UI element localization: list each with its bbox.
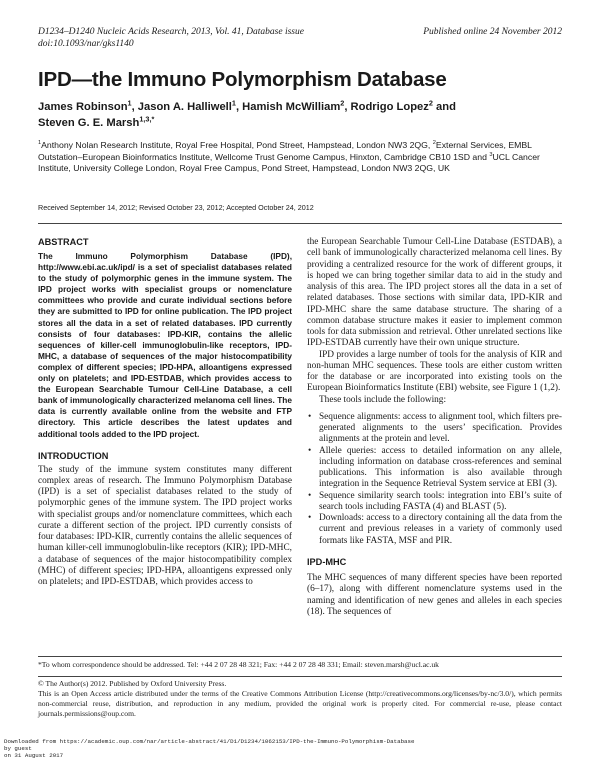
tools-list <box>307 412 562 547</box>
header-divider <box>38 223 562 224</box>
copyright-block <box>38 679 562 719</box>
footnote-divider <box>38 676 562 677</box>
affiliations <box>38 140 566 175</box>
affiliation-text: External Services, EMBL Outstation–European Bioinformatics Institute, Wellcome Trust Genome Campus, Hinxton, Cambridge CB10 1SD and <box>38 140 532 162</box>
received-dates: Received September 14, 2012; Revised October 23, 2012; Accepted October 24, 2012 <box>38 203 314 212</box>
author-name: , Jason A. Halliwell <box>131 101 232 113</box>
body-paragraph: These tools include the following: <box>319 394 447 405</box>
running-header <box>38 26 562 50</box>
list-item: • Downloads: access to a directory containing all the data from the current and previous releases in a variety of commonly used formats like FASTA, MSF and PIR. <box>307 513 562 547</box>
right-column <box>307 237 562 618</box>
footnote-divider <box>38 656 562 657</box>
body-paragraph: the European Searchable Tumour Cell-Line Database (ESTDAB), a cell bank of immunologically characterized melanoma cell lines. By providing a centralized resource for the work of different groups, it is hoped we can bring together similar data to aid in the study and analysis of this area. The IPD project stores all the data in a set of related databases. Those sections with similar data, IPD-KIR and IPD-MHC share the same database structure. The sharing of a common database structure makes it easier to implement common tools for data submission and retrieval. Other unrelated sections like IPD-ESTDAB currently have their own unique structure. <box>307 237 562 349</box>
abstract-heading: ABSTRACT <box>38 237 89 247</box>
ipd-mhc-heading: IPD-MHC <box>307 556 347 567</box>
author-sup: 2 <box>428 98 433 108</box>
author-name: Steven G. E. Marsh <box>38 117 140 129</box>
download-line: Downloaded from https://academic.oup.com/nar/article-abstract/41/D1/D1234/1062153/IPD-the-Immuno-Polymorphism-Database <box>4 738 415 745</box>
copyright-line: © The Author(s) 2012. Published by Oxford University Press. <box>38 679 227 688</box>
introduction-heading: INTRODUCTION <box>38 450 109 461</box>
abstract-text: The Immuno Polymorphism Database (IPD), http://www.ebi.ac.uk/ipd/ is a set of specialist databases related to the study of polymorphic genes in the immune system. The IPD project works with specialist groups or nomenclature committees who provide and curate individual sections before they are submitted to IPD for online publication. The IPD project stores all the data in a set of related databases. IPD currently consists of four databases: IPD-KIR, contains the allelic sequences of killer-cell immunoglobulin-like receptors, IPD-MHC, a database of sequences of the major histocompatibility complex of different species; IPD-HPA, alloantigens expressed only on platelets; and IPD-ESTDAB, which provides access to the European Searchable Tumour Cell-Line Database, a cell bank of immunologically characterized melanoma cell lines. The data is currently available online from the website and FTP directory. This article describes the latest updates and additional tools added to the IPD project. <box>38 251 292 439</box>
list-item: • Allele queries: access to detailed information on any allele, including information on database cross-references and seminal publications. This information is also available through integration in the Sequence Retrieval System service at EBI (3). <box>307 446 562 491</box>
author-sup: 2 <box>340 98 345 108</box>
affiliation-text: UCL Cancer Institute, University College London, Royal Free Campus, Pond Street, Hampstead, London NW3 2QG, UK <box>38 151 540 173</box>
correspondence-note: *To whom correspondence should be addressed. Tel: +44 2 07 28 48 321; Fax: +44 2 07 28 48 331; Email: steven.marsh@ucl.ac.uk <box>38 660 439 669</box>
list-item: • Sequence alignments: access to alignment tool, which filters pre-generated alignments to the users’ specification. Provides alignments at the protein and level. <box>307 412 562 446</box>
body-paragraph: The MHC sequences of many different species have been reported (6–17), along with different nomenclature systems used in the naming and identification of new genes and alleles in each species (18). The sequences of <box>307 573 562 617</box>
affil-sup: 1 <box>38 140 42 147</box>
affil-sup: 2 <box>432 140 436 147</box>
download-stamp <box>4 739 564 759</box>
author-list <box>38 99 558 131</box>
author-name: , Hamish McWilliam <box>235 101 341 113</box>
download-line: on 31 August 2017 <box>4 751 64 759</box>
left-column <box>38 237 292 588</box>
article-title: IPD—the Immuno Polymorphism Database <box>38 68 447 91</box>
affiliation-text: Anthony Nolan Research Institute, Royal Free Hospital, Pond Street, Hampstead, London NW3 2QG, <box>41 140 433 150</box>
author-sup: 1 <box>127 98 132 108</box>
author-and: and <box>432 101 456 113</box>
body-paragraph: IPD provides a large number of tools for the analysis of KIR and non-human MHC sequences. These tools are either custom written for the database or are incorporated into existing tools on the European Bioinformatics Institute (EBI) website, see Figure 1 (1,2). <box>307 349 562 394</box>
author-name: James Robinson <box>38 101 128 113</box>
list-item: • Sequence similarity search tools: integration into EBI’s suite of search tools including FASTA (4) and BLAST (5). <box>307 491 562 514</box>
author-sup: 1 <box>231 98 236 108</box>
doi: doi:10.1093/nar/gks1140 <box>38 39 134 49</box>
affil-sup: 3 <box>489 151 493 158</box>
introduction-text: The study of the immune system constitutes many different complex areas of research. The Immuno Polymorphism Database (IPD) is a set of specialist databases related to the study of polymorphic genes of the immune system. The IPD project works with specialist groups and/or nomenclature committees, which each curate a different section of the project. IPD currently consists of four databases: IPD-KIR, currently contains the allelic sequences of human killer-cell immunoglobulin-like receptors (KIR); IPD-MHC, a database of sequences of the major histocompatibility complex (MHC) of different species; IPD-HPA, alloantigens expressed only on platelets; and IPD-ESTDAB, which provides access to <box>38 464 292 588</box>
download-line: by guest <box>4 744 32 752</box>
journal-citation: D1234–D1240 Nucleic Acids Research, 2013, Vol. 41, Database issue <box>38 27 304 37</box>
license-text: This is an Open Access article distributed under the terms of the Creative Commons Attribution License (http://creativecommons.org/licenses/by-nc/3.0/), which permits non-commercial reuse, distribution, and reproduction in any medium, provided the original work is properly cited. For commercial re-use, please contact journals.permissions@oup.com. <box>38 689 562 718</box>
author-sup: 1,3,* <box>139 114 155 124</box>
author-name: , Rodrigo Lopez <box>344 101 429 113</box>
publication-date: Published online 24 November 2012 <box>423 27 562 37</box>
